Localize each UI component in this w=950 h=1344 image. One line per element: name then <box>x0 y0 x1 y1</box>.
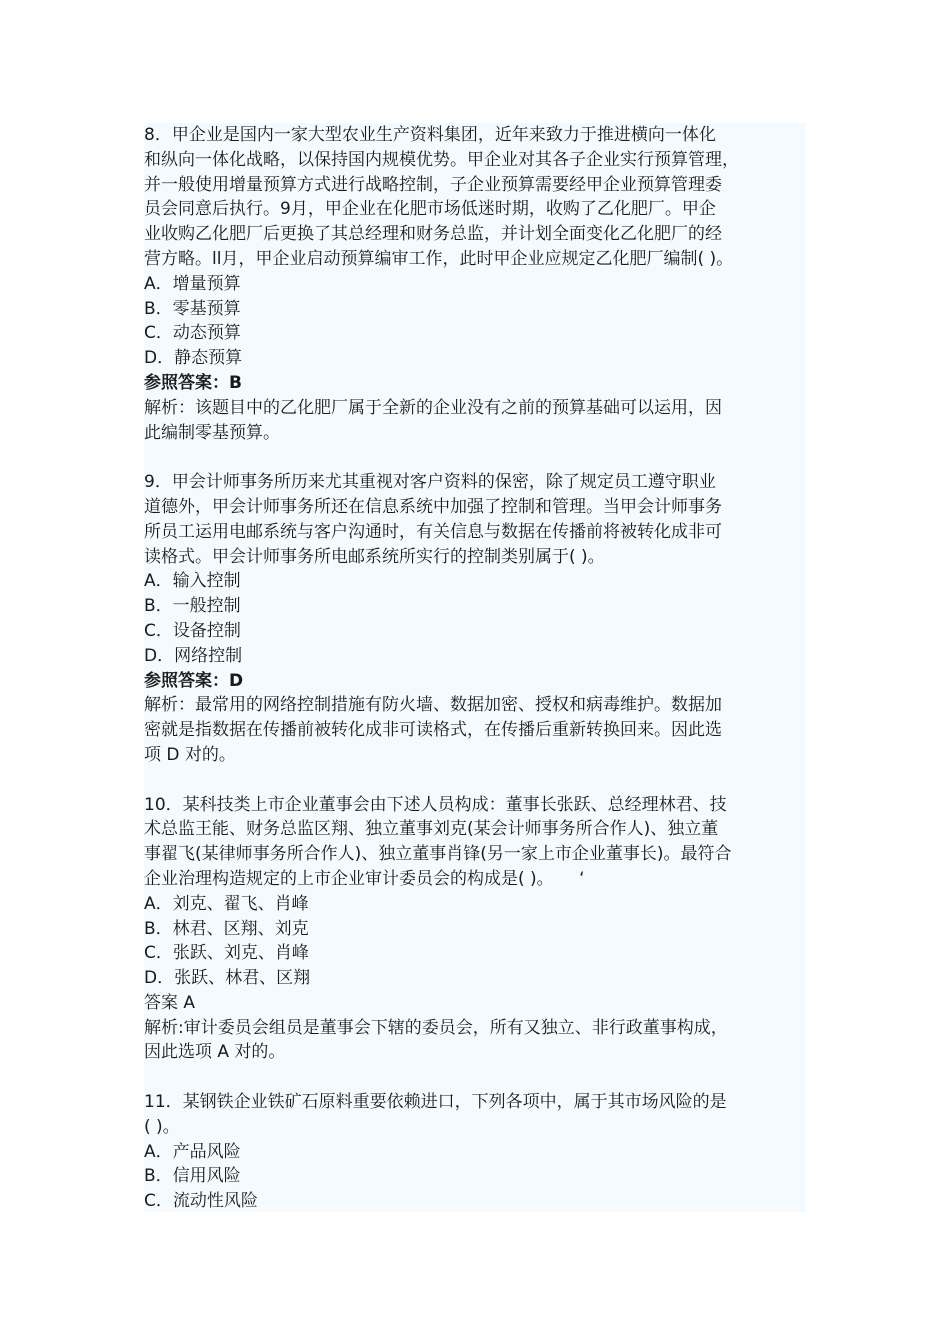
question-gap <box>144 768 806 793</box>
explanation-line: 解析：最常用的网络控制措施有防火墙、数据加密、授权和病毒维护。数据加 <box>144 695 722 716</box>
question-text-line: 营方略。ll月，甲企业启动预算编审工作，此时甲企业应规定乙化肥厂编制( )。 <box>144 248 734 269</box>
explanation-line: 因此选项 A 对的。 <box>144 1042 286 1063</box>
question-gap <box>144 1065 806 1090</box>
answer-option: D．网络控制 <box>144 645 243 666</box>
document-body <box>144 123 806 1212</box>
question-block <box>144 1090 806 1214</box>
answer-option: D．张跃、林君、区翔 <box>144 968 311 989</box>
answer-option: A．刘克、翟飞、肖峰 <box>144 893 309 914</box>
answer-option: B．零基预算 <box>144 298 241 319</box>
reference-answer: 参照答案：B <box>144 372 242 393</box>
question-text-line: 道德外，甲会计师事务所还在信息系统中加强了控制和管理。当甲会计师事务 <box>144 496 722 517</box>
explanation-line: 解析：该题目中的乙化肥厂属于全新的企业没有之前的预算基础可以运用，因 <box>144 397 722 418</box>
question-text-line: 8．甲企业是国内一家大型农业生产资料集团，近年来致力于推进横向一体化 <box>144 125 716 145</box>
question-text-line: 11．某钢铁企业铁矿石原料重要依赖进口，下列各项中，属于其市场风险的是 <box>144 1092 727 1113</box>
question-text-line: 业收购乙化肥厂后更换了其总经理和财务总监，并计划全面变化乙化肥厂的经 <box>144 224 722 245</box>
explanation-line: 解析:审计委员会组员是董事会下辖的委员会，所有又独立、非行政董事构成， <box>144 1017 728 1038</box>
question-text-line: 9．甲会计师事务所历来尤其重视对客户资料的保密，除了规定员工遵守职业 <box>144 472 716 493</box>
question-text-line: 和纵向一体化战略，以保持国内规模优势。甲企业对其各子企业实行预算管理， <box>144 149 739 170</box>
answer-option: C．流动性风险 <box>144 1191 258 1212</box>
explanation-line: 密就是指数据在传播前被转化成非可读格式，在传播后重新转换回来。因此选 <box>144 720 722 741</box>
question-block <box>144 123 806 445</box>
question-text-line: 企业治理构造规定的上市企业审计委员会的构成是( )。 ‘ <box>144 868 585 889</box>
answer-option: B．信用风险 <box>144 1166 241 1187</box>
answer-option: B．一般控制 <box>144 596 241 617</box>
answer-option: B．林君、区翔、刘克 <box>144 918 309 939</box>
answer-option: C．张跃、刘克、肖峰 <box>144 943 309 964</box>
question-block <box>144 470 806 768</box>
answer-option: D．静态预算 <box>144 348 243 369</box>
question-text-line: 所员工运用电邮系统与客户沟通时，有关信息与数据在传播前将被转化成非可 <box>144 521 722 542</box>
explanation-line: 此编制零基预算。 <box>144 422 280 443</box>
question-text-line: 术总监王能、财务总监区翔、独立董事刘克(某会计师事务所合作人)、独立董 <box>144 819 719 840</box>
question-text-line: ( )。 <box>144 1116 180 1137</box>
question-text-line: 事翟飞(某律师事务所合作人)、独立董事肖锋(另一家上市企业董事长)。最符合 <box>144 844 732 865</box>
question-text-line: 并一般使用增量预算方式进行战略控制，子企业预算需要经甲企业预算管理委 <box>144 174 722 195</box>
answer-option: C．动态预算 <box>144 323 241 344</box>
question-block <box>144 793 806 1066</box>
reference-answer: 参照答案：D <box>144 670 244 691</box>
answer-option: A．产品风险 <box>144 1141 241 1162</box>
reference-answer: 答案 A <box>144 992 196 1013</box>
question-text-line: 员会同意后执行。9月，甲企业在化肥市场低迷时期，收购了乙化肥厂。甲企 <box>144 199 716 220</box>
answer-option: A．输入控制 <box>144 571 241 592</box>
question-text-line: 10．某科技类上市企业董事会由下述人员构成：董事长张跃、总经理林君、技 <box>144 794 727 815</box>
answer-option: C．设备控制 <box>144 620 241 641</box>
question-text-line: 读格式。甲会计师事务所电邮系统所实行的控制类别属于( )。 <box>144 546 605 567</box>
explanation-line: 项 D 对的。 <box>144 744 236 765</box>
question-gap <box>144 445 806 470</box>
answer-option: A．增量预算 <box>144 273 241 294</box>
